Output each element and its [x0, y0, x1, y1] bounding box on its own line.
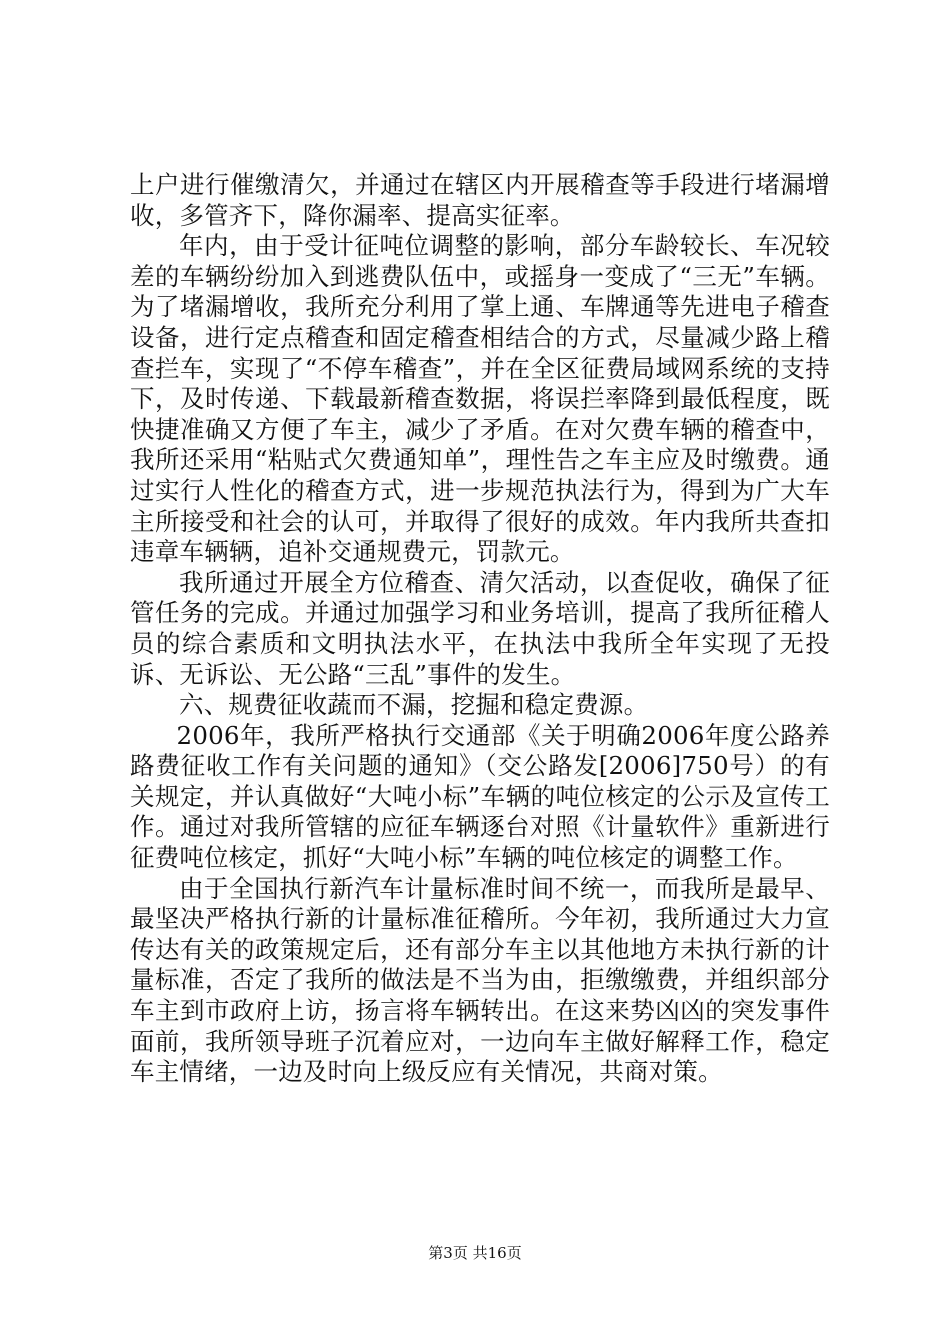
paragraph-arrears-clearance: 我所通过开展全方位稽查、清欠活动，以查促收，确保了征管任务的完成。并通过加强学习和业务培训，提高了我所征稽人员的综合素质和文明执法水平，在执法中我所全年实现了无投诉、无诉讼、无公路“三乱”事件的发生。 [130, 567, 830, 689]
paragraph-2006-regulation: 2006年，我所严格执行交通部《关于明确2006年度公路养路费征收工作有关问题的通知》（交公路发[2006]750号）的有关规定，并认真做好“大吨小标”车辆的吨位核定的公示及宣传工作。通过对我所管辖的应征车辆逐台对照《计量软件》重新进行征费吨位核定，抓好“大吨小标”车辆的吨位核定的调整工作。 [130, 720, 830, 873]
paragraph-continuation: 上户进行催缴清欠，并通过在辖区内开展稽查等手段进行堵漏增收，多管齐下，降你漏率、提高实征率。 [130, 170, 830, 230]
paragraph-measurement-standard: 由于全国执行新汽车计量标准时间不统一，而我所是最早、最坚决严格执行新的计量标准征稽所。今年初，我所通过大力宣传达有关的政策规定后，还有部分车主以其他地方未执行新的计量标准，否定了我所的做法是不当为由，拒缴缴费，并组织部分车主到市政府上访，扬言将车辆转出。在这来势凶凶的突发事件面前，我所领导班子沉着应对，一边向车主做好解释工作，稳定车主情绪，一边及时向上级反应有关情况，共商对策。 [130, 873, 830, 1087]
section-heading-six: 六、规费征收蔬而不漏，挖掘和稳定费源。 [179, 690, 649, 720]
paragraph-inspection: 年内，由于受计征吨位调整的影响，部分车龄较长、车况较差的车辆纷纷加入到逃费队伍中，或摇身一变成了“三无”车辆。为了堵漏增收，我所充分利用了掌上通、车牌通等先进电子稽查设备，进行定点稽查和固定稽查相结合的方式，尽量减少路上稽查拦车，实现了“不停车稽查”，并在全区征费局域网系统的支持下，及时传递、下载最新稽查数据，将误拦率降到最低程度，既快捷准确又方便了车主，减少了矛盾。在对欠费车辆的稽查中，我所还采用“粘贴式欠费通知单”，理性告之车主应及时缴费。通过实行人性化的稽查方式，进一步规范执法行为，得到为广大车主所接受和社会的认可，并取得了很好的成效。年内我所共查扣违章车辆辆，追补交通规费元，罚款元。 [130, 231, 830, 567]
document-body [130, 170, 830, 1088]
page-number-footer: 第3页 共16页 [428, 1244, 522, 1262]
